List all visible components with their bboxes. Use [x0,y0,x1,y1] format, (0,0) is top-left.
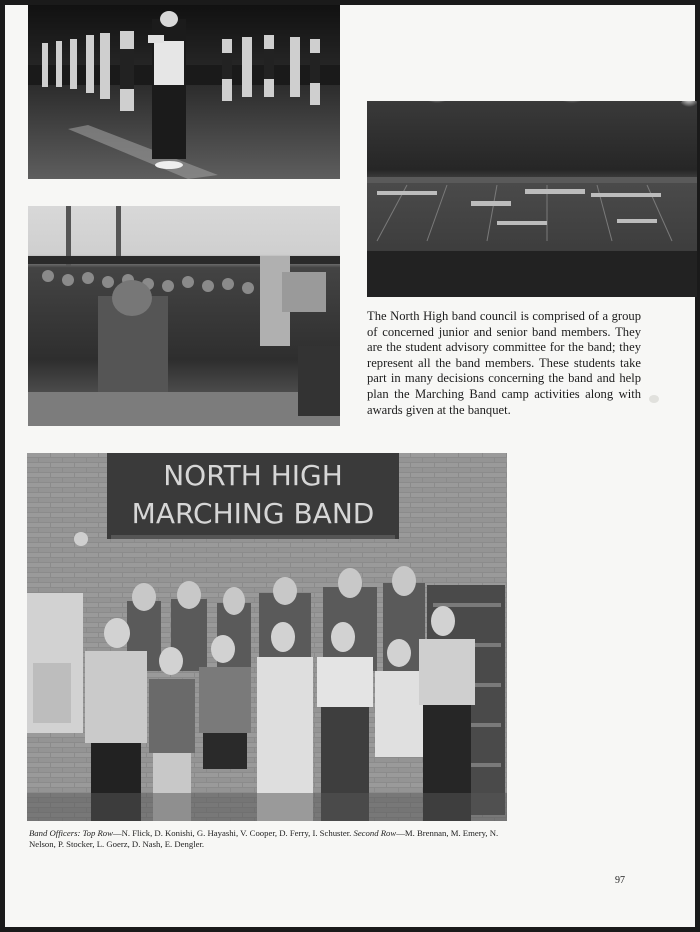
yearbook-page [5,5,695,927]
photo-caption [29,828,513,850]
photo-band-camp [28,206,340,426]
caption-top-row-names: —N. Flick, D. Konishi, G. Hayashi, V. Cooper, D. Ferry, I. Schuster. [112,828,352,838]
photo-stadium-field [367,101,697,297]
page-number: 97 [615,875,625,886]
banner-line-1: NORTH HIGH [163,459,343,492]
photo-drum-major [28,5,340,179]
photo-band-camp-image [28,206,340,426]
photo-drum-major-image [28,5,340,179]
caption-second-row-names: —M. Brennan, M. Emery, N. Nelson, P. Stocker, L. Goerz, D. Nash, E. Dengler. [29,828,499,849]
banner-line-2: MARCHING BAND [131,497,375,530]
caption-top-row-label: Band Officers: Top Row [29,828,113,838]
photo-band-officers [27,453,507,821]
caption-second-row-label: Second Row [353,828,397,838]
photo-band-officers-image [27,453,507,821]
band-council-description: The North High band council is comprised of a group of concerned junior and senior band members. They are the student advisory committee for the band; they represent all the band members. These students take part in many decisions concerning the band and help plan the Marching Band camp activities along with awards given at the banquet. [367,309,641,417]
photo-stadium-field-image [367,101,697,297]
paper-speck [649,395,659,403]
